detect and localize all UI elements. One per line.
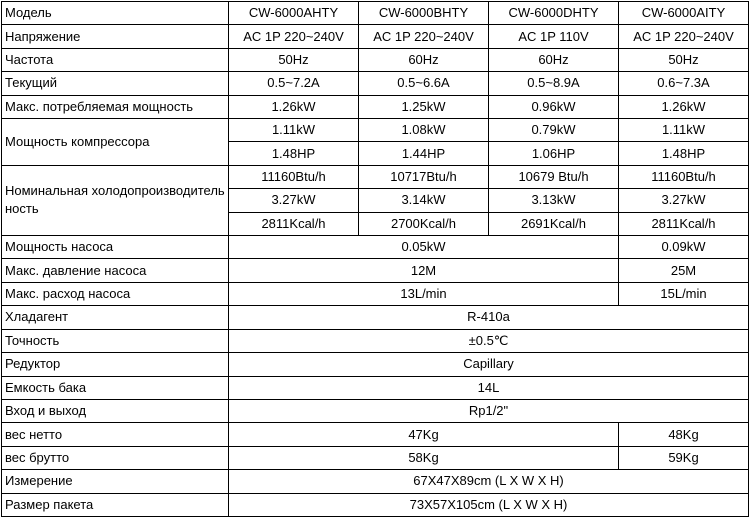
pump-power-abd: 0.05kW <box>229 236 619 259</box>
net-weight-abd: 47Kg <box>229 423 619 446</box>
label-gross-weight: вес брутто <box>2 446 229 469</box>
compressor-hp-1: 1.48HP <box>229 142 359 165</box>
max-power-3: 0.96kW <box>489 95 619 118</box>
cooling-kw-1: 3.27kW <box>229 189 359 212</box>
spec-table <box>1 1 749 517</box>
cooling-kcal-3: 2691Kcal/h <box>489 212 619 235</box>
current-4: 0.6~7.3A <box>619 72 749 95</box>
row-model <box>2 2 749 25</box>
compressor-hp-4: 1.48HP <box>619 142 749 165</box>
row-dimensions <box>2 470 749 493</box>
row-max-power <box>2 95 749 118</box>
max-power-1: 1.26kW <box>229 95 359 118</box>
compressor-hp-2: 1.44HP <box>359 142 489 165</box>
row-max-pump-pressure <box>2 259 749 282</box>
voltage-4: AC 1P 220~240V <box>619 25 749 48</box>
inlet-outlet-value: Rp1/2" <box>229 399 749 422</box>
compressor-kw-2: 1.08kW <box>359 119 489 142</box>
label-current: Текущий <box>2 72 229 95</box>
row-compressor-kw <box>2 119 749 142</box>
row-net-weight <box>2 423 749 446</box>
cooling-kcal-2: 2700Kcal/h <box>359 212 489 235</box>
label-precision: Точность <box>2 329 229 352</box>
label-pump-power: Мощность насоса <box>2 236 229 259</box>
row-current <box>2 72 749 95</box>
model-1: CW-6000AHTY <box>229 2 359 25</box>
voltage-3: AC 1P 110V <box>489 25 619 48</box>
row-cooling-btu <box>2 165 749 188</box>
pump-power-ai: 0.09kW <box>619 236 749 259</box>
cooling-btu-1: 11160Btu/h <box>229 165 359 188</box>
label-compressor-power: Мощность компрессора <box>2 119 229 166</box>
frequency-2: 60Hz <box>359 48 489 71</box>
row-refrigerant <box>2 306 749 329</box>
tank-capacity-value: 14L <box>229 376 749 399</box>
max-pump-pressure-ai: 25M <box>619 259 749 282</box>
row-voltage <box>2 25 749 48</box>
compressor-hp-3: 1.06HP <box>489 142 619 165</box>
label-frequency: Частота <box>2 48 229 71</box>
label-max-power: Макс. потребляемая мощность <box>2 95 229 118</box>
label-tank-capacity: Емкость бака <box>2 376 229 399</box>
label-inlet-outlet: Вход и выход <box>2 399 229 422</box>
cooling-btu-4: 11160Btu/h <box>619 165 749 188</box>
voltage-1: AC 1P 220~240V <box>229 25 359 48</box>
current-2: 0.5~6.6A <box>359 72 489 95</box>
max-pump-pressure-abd: 12M <box>229 259 619 282</box>
compressor-kw-3: 0.79kW <box>489 119 619 142</box>
cooling-btu-3: 10679 Btu/h <box>489 165 619 188</box>
cooling-btu-2: 10717Btu/h <box>359 165 489 188</box>
current-1: 0.5~7.2A <box>229 72 359 95</box>
model-2: CW-6000BHTY <box>359 2 489 25</box>
compressor-kw-1: 1.11kW <box>229 119 359 142</box>
label-max-pump-flow: Макс. расход насоса <box>2 282 229 305</box>
dimensions-value: 67X47X89cm (L X W X H) <box>229 470 749 493</box>
max-pump-flow-abd: 13L/min <box>229 282 619 305</box>
net-weight-ai: 48Kg <box>619 423 749 446</box>
cooling-kcal-4: 2811Kcal/h <box>619 212 749 235</box>
label-refrigerant: Хладагент <box>2 306 229 329</box>
max-pump-flow-ai: 15L/min <box>619 282 749 305</box>
cooling-kcal-1: 2811Kcal/h <box>229 212 359 235</box>
gross-weight-ai: 59Kg <box>619 446 749 469</box>
row-precision <box>2 329 749 352</box>
max-power-4: 1.26kW <box>619 95 749 118</box>
row-pump-power <box>2 236 749 259</box>
compressor-kw-4: 1.11kW <box>619 119 749 142</box>
reducer-value: Capillary <box>229 353 749 376</box>
cooling-kw-4: 3.27kW <box>619 189 749 212</box>
max-power-2: 1.25kW <box>359 95 489 118</box>
cooling-kw-3: 3.13kW <box>489 189 619 212</box>
row-package-size <box>2 493 749 516</box>
label-cooling-capacity: Номинальная холодопроизводительность <box>2 165 229 235</box>
refrigerant-value: R-410a <box>229 306 749 329</box>
label-voltage: Напряжение <box>2 25 229 48</box>
frequency-1: 50Hz <box>229 48 359 71</box>
frequency-3: 60Hz <box>489 48 619 71</box>
model-3: CW-6000DHTY <box>489 2 619 25</box>
current-3: 0.5~8.9A <box>489 72 619 95</box>
label-net-weight: вес нетто <box>2 423 229 446</box>
label-package-size: Размер пакета <box>2 493 229 516</box>
row-inlet-outlet <box>2 399 749 422</box>
row-tank-capacity <box>2 376 749 399</box>
row-gross-weight <box>2 446 749 469</box>
label-model: Модель <box>2 2 229 25</box>
row-frequency <box>2 48 749 71</box>
model-4: CW-6000AITY <box>619 2 749 25</box>
gross-weight-abd: 58Kg <box>229 446 619 469</box>
cooling-kw-2: 3.14kW <box>359 189 489 212</box>
frequency-4: 50Hz <box>619 48 749 71</box>
voltage-2: AC 1P 220~240V <box>359 25 489 48</box>
label-dimensions: Измерение <box>2 470 229 493</box>
label-max-pump-pressure: Макс. давление насоса <box>2 259 229 282</box>
precision-value: ±0.5℃ <box>229 329 749 352</box>
row-max-pump-flow <box>2 282 749 305</box>
row-reducer <box>2 353 749 376</box>
label-reducer: Редуктор <box>2 353 229 376</box>
package-size-value: 73X57X105cm (L X W X H) <box>229 493 749 516</box>
